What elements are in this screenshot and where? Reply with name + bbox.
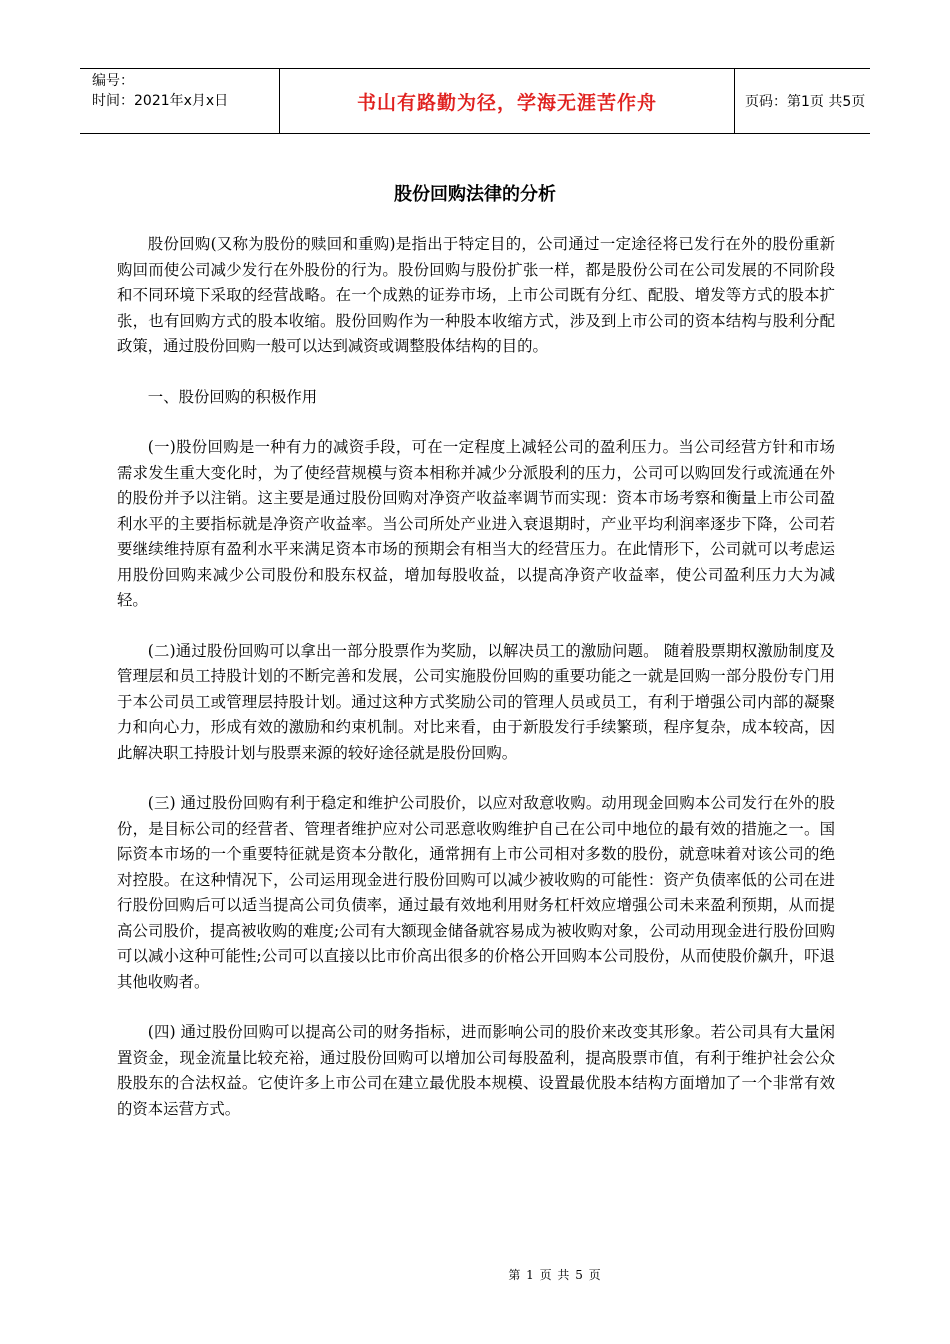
paragraph-point-4: (四) 通过股份回购可以提高公司的财务指标，进而影响公司的股价来改变其形象。若公司具有大量闲置资金，现金流量比较充裕，通过股份回购可以增加公司每股盈利，提高股票市值，有利于维护社会公众股股东的合法权益。它使许多上市公司在建立最优股本规模、设置最优股本结构方面增加了一个非常有效的资本运营方式。 [117,1023,835,1118]
document-title: 股份回购法律的分析 [394,184,556,205]
document-body [117,232,835,1147]
header-meta [80,69,280,133]
section-heading: 一、股份回购的积极作用 [147,387,318,406]
paragraph-point-2: (二)通过股份回购可以拿出一部分股票作为奖励，以解决员工的激励问题。 随着股票期权激励制度及管理层和员工持股计划的不断完善和发展，公司实施股份回购的重要功能之一就是回购一部分股份专门用于本公司员工或管理层持股计划。通过这种方式奖励公司的管理人员或员工，有利于增强公司内部的凝聚力和向心力，形成有效的激励和约束机制。对比来看，由于新股发行手续繁琐，程序复杂，成本较高，因此解决职工持股计划与股票来源的较好途径就是股份回购。 [117,641,835,762]
header-page-info: 页码：第1页 共5页 [745,94,866,110]
time-label: 时间：2021年x月x日 [92,93,229,109]
document-header [80,68,870,134]
number-label: 编号： [92,73,134,89]
header-motto: 书山有路勤为径，学海无涯苦作舟 [280,69,735,133]
paragraph-point-1: (一)股份回购是一种有力的减资手段，可在一定程度上减轻公司的盈利压力。当公司经营方针和市场需求发生重大变化时，为了使经营规模与资本相称并减少分派股利的压力，公司可以购回发行或流通在外的股份并予以注销。这主要是通过股份回购对净资产收益率调节而实现：资本市场考察和衡量上市公司盈利水平的主要指标就是净资产收益率。当公司所处产业进入衰退期时，产业平均利润率逐步下降，公司若要继续维持原有盈利水平来满足资本市场的预期会有相当大的经营压力。在此情形下，公司就可以考虑运用股份回购来减少公司股份和股东权益，增加每股收益，以提高净资产收益率，使公司盈利压力大为减轻。 [117,438,835,609]
paragraph-point-3: (三) 通过股份回购有利于稳定和维护公司股价，以应对敌意收购。动用现金回购本公司发行在外的股份，是目标公司的经营者、管理者维护应对公司恶意收购维护自己在公司中地位的最有效的措施之一。国际资本市场的一个重要特征就是资本分散化，通常拥有上市公司相对多数的股份，就意味着对该公司的绝对控股。在这种情况下，公司运用现金进行股份回购可以减少被收购的可能性：资产负债率低的公司在进行股份回购后可以适当提高公司负债率，通过最有效地利用财务杠杆效应增强公司未来盈利预期，从而提高公司股价，提高被收购的难度;公司有大额现金储备就容易成为被收购对象，公司动用现金进行股份回购可以减小这种可能性;公司可以直接以比市价高出很多的价格公开回购本公司股份，从而使股价飙升，吓退其他收购者。 [117,794,835,991]
page-footer: 第 1 页 共 5 页 [508,1268,602,1282]
paragraph-intro: 股份回购(又称为股份的赎回和重购)是指出于特定目的，公司通过一定途径将已发行在外的股份重新购回而使公司减少发行在外股份的行为。股份回购与股份扩张一样，都是股份公司在公司发展的不同阶段和不同环境下采取的经营战略。在一个成熟的证券市场，上市公司既有分红、配股、增发等方式的股本扩张，也有回购方式的股本收缩。股份回购作为一种股本收缩方式，涉及到上市公司的资本结构与股利分配政策，通过股份回购一般可以达到减资或调整股体结构的目的。 [117,235,835,355]
